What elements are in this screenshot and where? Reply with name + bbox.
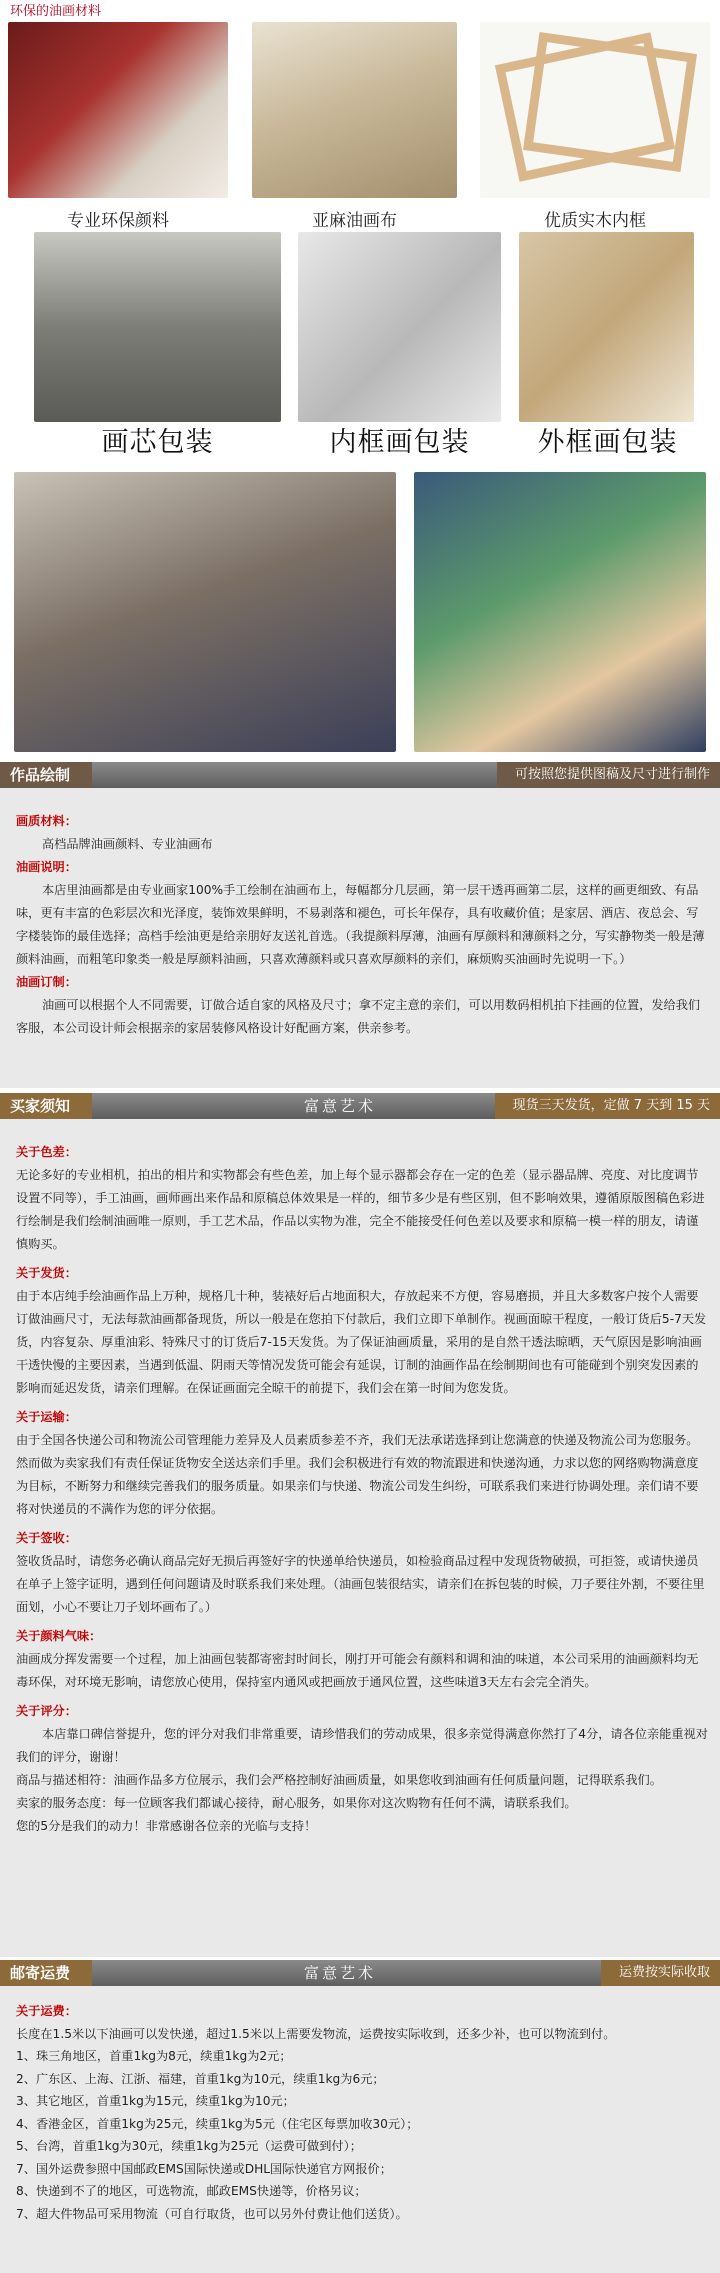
section-header-shipping [0, 1960, 720, 1986]
note-title: 关于签收： [16, 1531, 77, 1545]
caption-paint: 专业环保颜料 [67, 211, 169, 231]
shipping-title: 关于运费： [16, 2004, 77, 2018]
wood-frame-icon [480, 22, 710, 198]
caption-inner-package: 内框画包装 [329, 427, 470, 458]
note-text: 您的5分是我们的动力！非常感谢各位亲的光临与支持！ [16, 1819, 317, 1833]
note-text: 油画成分挥发需要一个过程，加上油画包装都寄密封时间长，刚打开可能会有颜料和调和油的味道，本公司采用的油画颜料均无毒环保，对环境无影响，请您放心使用，保持室内通风或把画放于通风位置，这些味道3天左右会完全消失。 [16, 1652, 699, 1689]
note-text: 商品与描述相符：油画作品多方位展示，我们会严格控制好油画质量，如果您收到油画有任何质量问题，记得联系我们。 [16, 1773, 662, 1787]
note-title: 关于运输： [16, 1410, 77, 1424]
shipping-item: 1、珠三角地区，首重1kg为8元，续重1kg为2元； [16, 2049, 292, 2063]
desc-text: 本店里油画都是由专业画家100%手工绘制在油画布上，每幅都分几层画，第一层干透再画第二层，这样的画更细致、有品味，更有丰富的色彩层次和光泽度，装饰效果鲜明，不易剥落和褪色，可长年保存，具有收藏价值；是家居、酒店、夜总会、写字楼装饰的最佳选择；高档手绘油更是给亲朋好友送礼首选。（我提颜料厚薄，油画有厚颜料和薄颜料之分，写实静物类一般是薄颜料油画，而粗笔印象类一般是厚颜料油画，只喜欢薄颜料或只喜欢厚颜料的亲们，麻烦购买油画时先说明一下。） [16, 883, 705, 966]
section-note-painting: 可按照您提供图稿及尺寸进行制作 [497, 762, 720, 788]
material-title: 画质材料： [16, 814, 77, 828]
artist-lotus-photo [414, 472, 706, 752]
wood-frame-photo [480, 22, 710, 198]
caption-frame: 优质实木内框 [544, 211, 646, 231]
shipping-item: 3、其它地区，首重1kg为15元，续重1kg为10元； [16, 2094, 295, 2108]
section-note-shipping-fee: 运费按实际收取 [601, 1960, 720, 1986]
material-text: 高档品牌油画颜料、专业油画布 [42, 837, 213, 851]
inner-frame-package-photo [298, 232, 501, 422]
buyer-notes-block [0, 1119, 720, 1957]
note-color [16, 1141, 710, 1256]
shipping-item: 7、超大件物品可采用物流（可自行取货，也可以另外付费让他们送货）。 [16, 2206, 408, 2221]
note-title: 关于颜料气味： [16, 1629, 102, 1643]
note-title: 关于评分： [16, 1704, 77, 1718]
linen-canvas-photo [252, 22, 457, 198]
section-note-shipping-time: 现货三天发货，定做 7 天到 15 天 [495, 1093, 720, 1119]
custom-text: 油画可以根据个人不同需要，订做合适自家的风格及尺寸；拿不定主意的亲们，可以用数码相机拍下挂画的位置，发给我们客服，本公司设计师会根据亲的家居装修风格设计好配画方案，供亲参考。 [16, 998, 701, 1035]
section-title-shipping: 邮寄运费 [0, 1960, 92, 1986]
shipping-item: 8、快递到不了的地区，可选物流，邮政EMS快递等，价格另议； [16, 2184, 367, 2198]
note-text: 由于全国各快递公司和物流公司管理能力差异及人员素质参差不齐，我们无法承诺选择到让您满意的快递及物流公司为您服务。然而做为卖家我们有责任保证货物安全送达亲们手里。我们会积极进行有效的物流跟进和快递沟通，力求以您的网络购物满意度为目标，不断努力和继续完善我们的服务质量。如果亲们与快递、物流公司发生纠纷，可联系我们来进行协调处理。亲们请不要将对快递员的不满作为您的评分依据。 [16, 1433, 699, 1516]
shipping-item: 7、国外运费参照中国邮政EMS国际快递或DHL国际快递官方网报价； [16, 2161, 392, 2176]
shipping-intro: 长度在1.5米以下油画可以发快递，超过1.5米以上需要发物流，运费按实际收到，还多少补，也可以物流到付。 [16, 2026, 616, 2041]
outer-frame-package-photo [519, 232, 694, 422]
note-text: 签收货品时，请您务必确认商品完好无损后再签好字的快递单给快递员，如检验商品过程中发现货物破损，可拒签，或请快递员在单子上签字证明，遇到任何问题请及时联系我们来处理。（油画包装很结实，请亲们在拆包装的时候，刀子要往外割，不要往里面划，小心不要让刀子划坏画布了。） [16, 1554, 705, 1614]
caption-linen: 亚麻油画布 [312, 211, 397, 231]
brand-name: 富意艺术 [303, 1097, 376, 1115]
shipping-fee-block [0, 1986, 720, 2273]
section-header-buyer-notes [0, 1093, 720, 1119]
rolled-painting-photo [34, 232, 281, 422]
shipping-item: 2、广东区、上海、江浙、福建，首重1kg为10元，续重1kg为6元； [16, 2071, 385, 2086]
caption-outer-package: 外框画包装 [537, 427, 678, 458]
desc-title: 油画说明： [16, 860, 77, 874]
section-header-painting [0, 762, 720, 788]
section-title-painting: 作品绘制 [0, 762, 92, 788]
section-title-buyer-notes: 买家须知 [0, 1093, 92, 1119]
note-odor [16, 1625, 710, 1694]
buyer-notes-list [16, 1141, 710, 1838]
painting-info-block [0, 788, 720, 1088]
note-text: 本店靠口碑信誉提升，您的评分对我们非常重要，请珍惜我们的劳动成果，很多亲觉得满意你然打了4分，请各位亲能重视对我们的评分，谢谢！ [16, 1727, 708, 1764]
artist-portrait-photo [14, 472, 396, 752]
materials-label: 环保的油画材料 [10, 4, 102, 19]
note-title: 关于色差： [16, 1145, 77, 1159]
note-delivery [16, 1262, 710, 1400]
note-rating [16, 1700, 710, 1838]
note-text: 由于本店纯手绘油画作品上万种，规格几十种，装裱好后占地面积大，存放起来不方便，容易磨损，并且大多数客户按个人需要订做油画尺寸，无法每款油画都备现货，所以一般是在您拍下付款后，我们立即下单制作。视画面晾干程度，一般订货后5-7天发货，内容复杂、厚重油彩、特殊尺寸的订货后7-15天发货。为了保证油画质量，采用的是自然干透法晾晒，天气原因是影响油画干透快慢的主要因素，当遇到低温、阴雨天等情况发货可能会有延误，订制的油画作品在绘制期间也有可能碰到个别突发因素的影响而延迟发货，请亲们理解。在保证画面完全晾干的前提下，我们会在第一时间为您发货。 [16, 1289, 707, 1395]
shipping-item: 5、台湾，首重1kg为30元，续重1kg为25元（运费可做到付）； [16, 2139, 362, 2153]
caption-roll-package: 画芯包装 [101, 427, 214, 458]
note-transport [16, 1406, 710, 1521]
note-text: 卖家的服务态度：每一位顾客我们都诚心接待，耐心服务，如果你对这次购物有任何不满，请联系我们。 [16, 1796, 577, 1810]
custom-title: 油画订制： [16, 975, 77, 989]
note-text: 无论多好的专业相机，拍出的相片和实物都会有些色差，加上每个显示器都会存在一定的色差（显示器品牌、亮度、对比度调节设置不同等），手工油画，画师画出来作品和原稿总体效果是一样的，细节多少是有些区别，但不影响效果，遵循原版图稿色彩进行绘制是我们绘制油画唯一原则，手工艺术品，作品以实物为准，完全不能接受任何色差以及要求和原稿一模一样的朋友，请谨慎购买。 [16, 1168, 705, 1251]
paint-tubes-photo [8, 22, 228, 198]
note-title: 关于发货： [16, 1266, 77, 1280]
brand-name: 富意艺术 [303, 1964, 376, 1982]
shipping-item: 4、香港金区，首重1kg为25元，续重1kg为5元（住宅区每票加收30元）； [16, 2116, 419, 2131]
note-receipt [16, 1527, 710, 1619]
